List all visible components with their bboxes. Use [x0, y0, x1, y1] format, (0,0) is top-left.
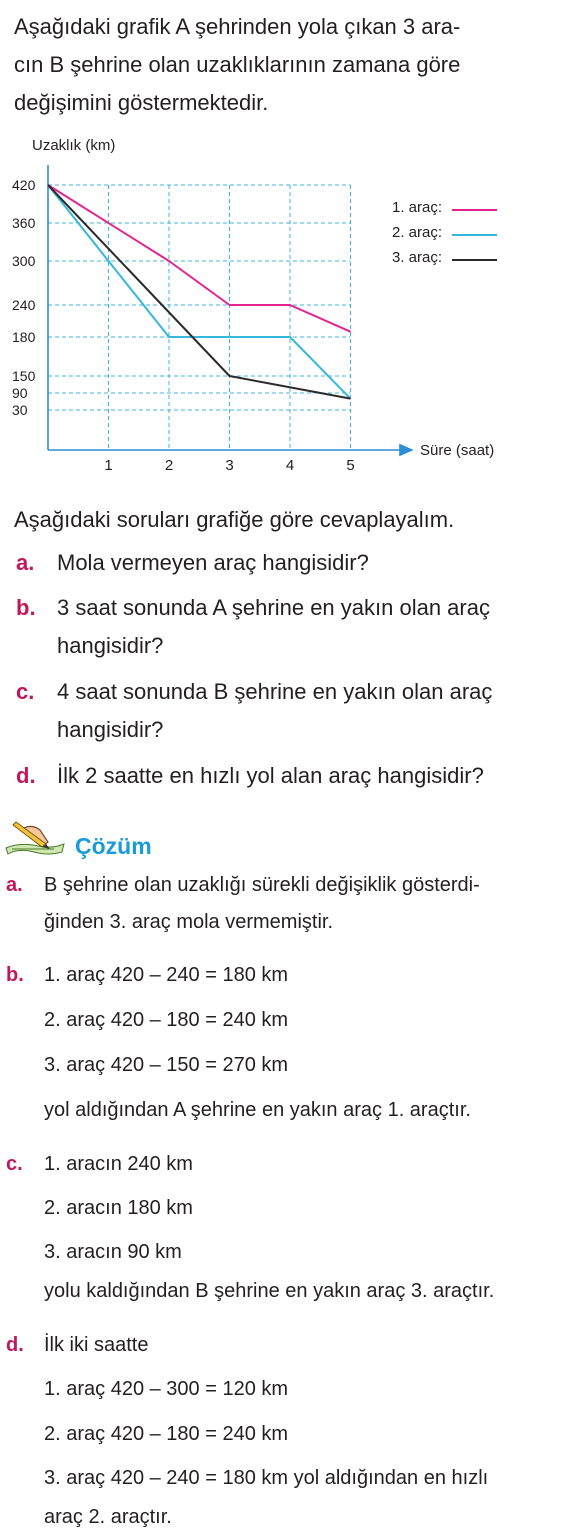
y-tick-label: 420 — [12, 177, 36, 193]
x-tick-label: 5 — [346, 457, 355, 474]
y-tick-label: 30 — [12, 402, 28, 418]
answer-b-line-1: 1. araç 420 – 240 = 180 km — [44, 964, 289, 986]
question-letter-c: c. — [16, 679, 35, 704]
x-axis-label: Süre (saat) — [420, 442, 495, 459]
x-tick-label: 3 — [225, 457, 234, 474]
answer-b-line-2: 2. araç 420 – 180 = 240 km — [44, 1009, 289, 1031]
question-c-line-2: hangisidir? — [57, 717, 164, 742]
question-c-line-1: 4 saat sonunda B şehrine en yakın olan araç — [57, 679, 493, 704]
question-letter-d: d. — [16, 763, 36, 788]
answer-d-line-5: araç 2. araçtır. — [44, 1506, 172, 1528]
answer-letter-d: d. — [6, 1334, 24, 1356]
answer-d-line-4: 3. araç 420 – 240 = 180 km yol aldığından en hızlı — [44, 1467, 489, 1489]
answer-c-line-1: 1. aracın 240 km — [44, 1153, 193, 1175]
answer-a-line-1: B şehrine olan uzaklığı sürekli değişiklik gösterdi- — [44, 874, 480, 896]
chart-series — [48, 185, 351, 399]
question-letter-b: b. — [16, 595, 36, 620]
pencil-writing-icon — [4, 818, 66, 858]
answer-d-line-3: 2. araç 420 – 180 = 240 km — [44, 1423, 289, 1445]
answer-letter-b: b. — [6, 964, 24, 986]
question-d-line-1: İlk 2 saatte en hızlı yol alan araç hangisidir? — [57, 763, 484, 788]
distance-time-chart — [0, 130, 587, 475]
legend-label-3: 3. araç: — [392, 249, 443, 266]
answer-b-line-3: 3. araç 420 – 150 = 270 km — [44, 1054, 289, 1076]
x-tick-label: 4 — [285, 457, 295, 474]
chart-legend — [392, 199, 497, 266]
solution-title: Çözüm — [75, 833, 152, 859]
answer-b-line-4: yol aldığından A şehrine en yakın araç 1. araçtır. — [44, 1099, 471, 1121]
legend-label-1: 1. araç: — [392, 199, 443, 216]
answer-a-line-2: ğinden 3. araç mola vermemiştir. — [44, 911, 334, 933]
x-tick-label: 2 — [164, 457, 174, 474]
intro-line-1: Aşağıdaki grafik A şehrinden yola çıkan 3 ara- — [14, 14, 461, 39]
chart-ticks — [12, 177, 355, 474]
question-a-line-1: Mola vermeyen araç hangisidir? — [57, 550, 369, 575]
y-tick-label: 240 — [12, 297, 36, 313]
y-tick-label: 180 — [12, 329, 36, 345]
legend-label-2: 2. araç: — [392, 224, 443, 241]
series-line-3 — [48, 185, 351, 399]
answer-d-line-1: İlk iki saatte — [44, 1334, 149, 1356]
series-line-2 — [48, 185, 351, 399]
question-letter-a: a. — [16, 550, 35, 575]
y-tick-label: 90 — [12, 385, 28, 401]
answer-letter-c: c. — [6, 1153, 23, 1175]
chart-grid — [48, 185, 351, 450]
questions-prompt: Aşağıdaki soruları grafiğe göre cevaplayalım. — [14, 507, 455, 532]
y-tick-label: 300 — [12, 253, 36, 269]
intro-line-3: değişimini göstermektedir. — [14, 90, 269, 115]
y-axis-label: Uzaklık (km) — [32, 137, 116, 154]
y-tick-label: 360 — [12, 215, 36, 231]
x-tick-label: 1 — [104, 457, 113, 474]
chart-axes — [32, 137, 494, 459]
question-b-line-1: 3 saat sonunda A şehrine en yakın olan araç — [57, 595, 490, 620]
answer-c-line-3: 3. aracın 90 km — [44, 1241, 182, 1263]
series-line-1 — [48, 185, 351, 332]
answer-d-line-2: 1. araç 420 – 300 = 120 km — [44, 1378, 289, 1400]
answer-letter-a: a. — [6, 874, 23, 896]
intro-line-2: cın B şehrine olan uzaklıklarının zamana göre — [14, 52, 461, 77]
question-b-line-2: hangisidir? — [57, 633, 164, 658]
answer-c-line-4: yolu kaldığından B şehrine en yakın araç 3. araçtır. — [44, 1280, 495, 1302]
answer-c-line-2: 2. aracın 180 km — [44, 1197, 193, 1219]
y-tick-label: 150 — [12, 368, 36, 384]
